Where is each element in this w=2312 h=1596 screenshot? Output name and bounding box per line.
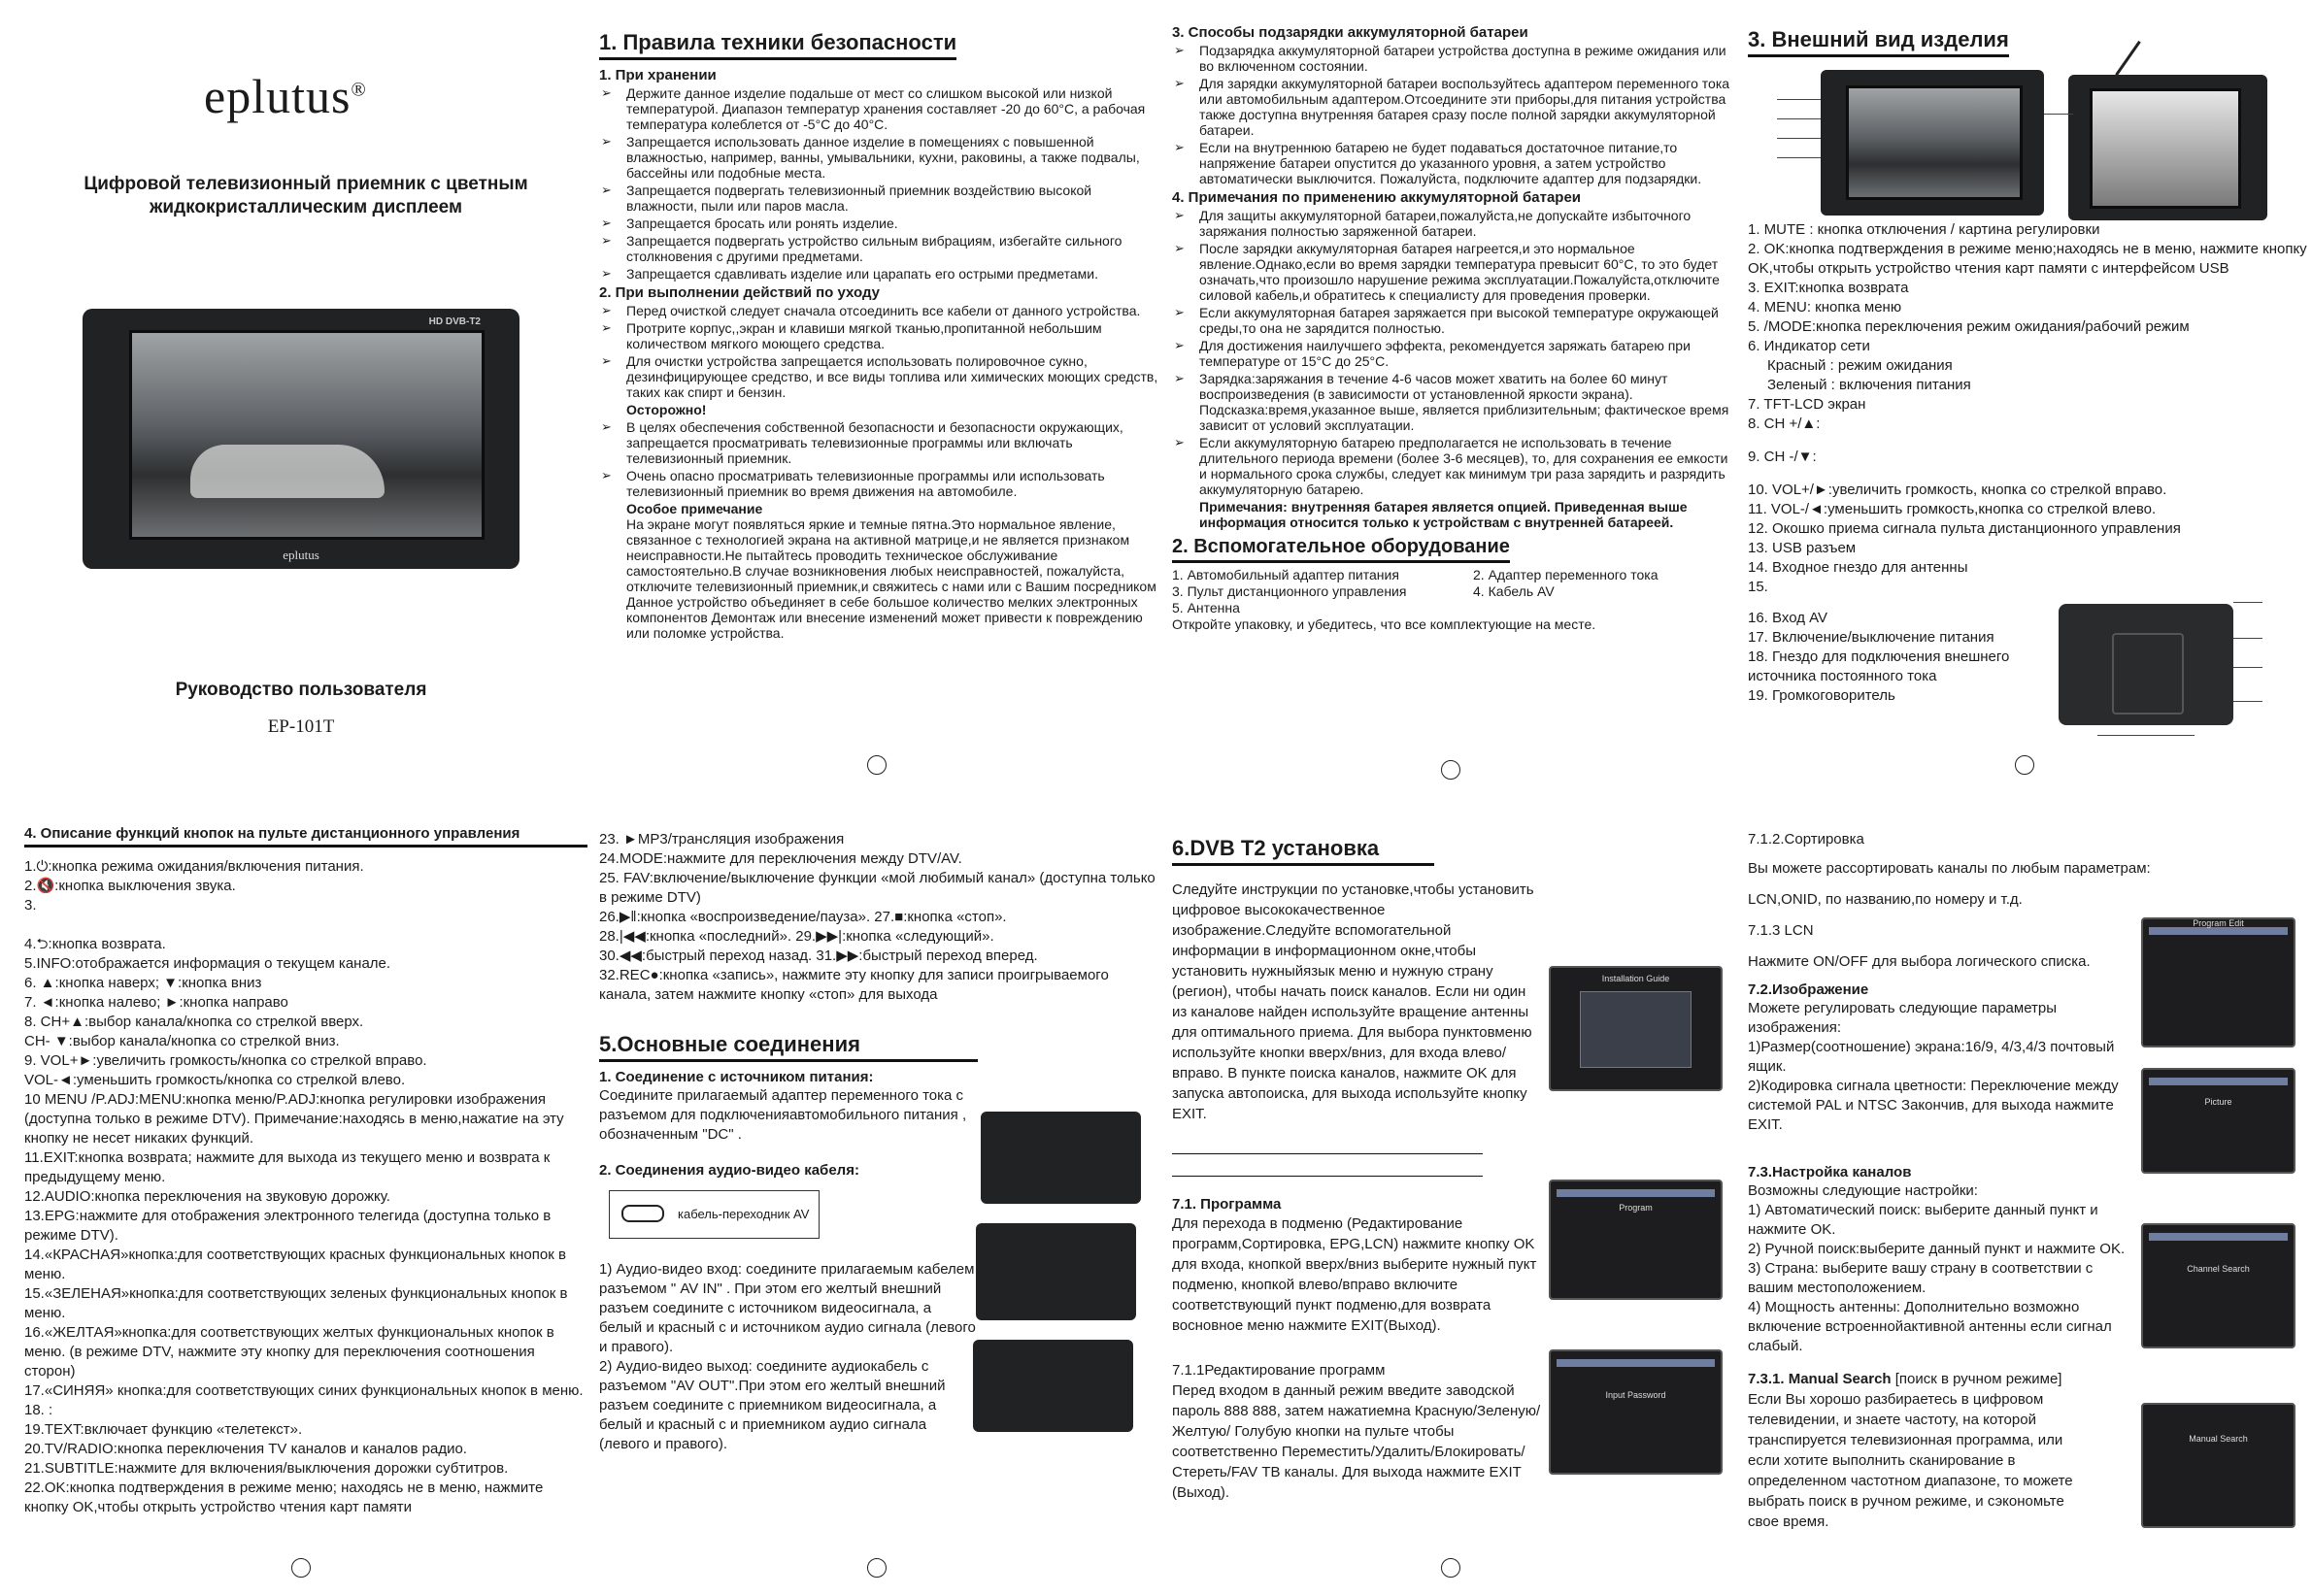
list-item: 32.REC●:кнопка «запись», нажмите эту кнопку для записи проигрываемого канала, затем нажмите кнопку «стоп» для выхода <box>599 967 1109 1003</box>
list-item: 3) Страна: выберите вашу страну в соответствии с вашим местоположением. <box>1748 1260 2094 1296</box>
list-item: ➢ Запрещается использовать данное изделие в помещениях с повышенной влажностью, например, ванны, умывальники, кухни, раковины, а также подвалы, бассейны или подобные места. <box>599 134 1162 181</box>
list-item: 6. ▲:кнопка наверх; ▼:кнопка вниз <box>24 975 262 991</box>
list-item: 8. CH+▲:выбор канала/кнопка со стрелкой вверх. <box>24 1014 364 1030</box>
list-item: 20.TV/RADIO:кнопка переключения TV каналов и каналов радио. <box>24 1441 467 1457</box>
list-item: Красный : режим ожидания <box>1767 357 1953 374</box>
remote-panel <box>24 825 587 1582</box>
page-marker <box>1441 760 1460 780</box>
list-item: ➢ Очень опасно просматривать телевизионные программы или использовать телевизионный приемник во время движения на автомобиле. <box>599 468 1162 499</box>
manual-search-screenshot: Manual Search <box>2141 1403 2295 1528</box>
battery-note-bold: Примечания: внутренняя батарея является опцией. Приведенная выше информация относится только к устройствам с внутренней батареей. <box>1199 499 1688 530</box>
page-marker <box>2015 755 2034 775</box>
installation-screenshot: Installation Guide <box>1549 966 1723 1091</box>
list-item: ➢ После зарядки аккумуляторная батарея нагреется,и это нормальное явление.Однако,если во время зарядки температура превысит 60°C, то это будет означать,что произошло нарушение режима эксплуатации.Пожалуйста,отключите силовой кабель,и обратитесь к специалисту для проведения проверки. <box>1172 241 1735 303</box>
list-item: 28.|◀◀:кнопка «последний». 29.▶▶|:кнопка «следующий». <box>599 928 994 945</box>
accessories-list <box>1172 567 1735 616</box>
program-title: 7.1. Программа <box>1172 1196 1282 1213</box>
connections-panel <box>599 830 1162 1587</box>
image-text: Можете регулировать следующие параметры изображения: <box>1748 1000 2058 1036</box>
brand-logo: eplutus® <box>204 69 367 123</box>
page-marker <box>867 755 887 775</box>
list-item: ➢ Запрещается бросать или ронять изделие. <box>599 216 1162 231</box>
list-item: ➢ Перед очисткой следует сначала отсоединить все кабели от данного устройства. <box>599 303 1162 318</box>
list-item: 8. CH +/▲: <box>1748 416 1821 432</box>
list-item: CH- ▼:выбор канала/кнопка со стрелкой вниз. <box>24 1033 340 1049</box>
device-back-image <box>2059 604 2233 725</box>
page-marker <box>291 1558 311 1578</box>
power-title: 1. Соединение с источником питания: <box>599 1069 874 1085</box>
list-item: 7. ◄:кнопка налево; ►:кнопка направо <box>24 994 288 1011</box>
battery-notes-title: 4. Примечания по применению аккумуляторной батареи <box>1172 189 1582 206</box>
list-item: ➢ В целях обеспечения собственной безопасности и безопасности окружающих, запрещается просматривать телевизионные программы или включать телевизионный приемник. <box>599 419 1162 466</box>
list-item: VOL-◄:уменьшить громкость/кнопка со стрелкой влево. <box>24 1072 406 1088</box>
list-item: 22.OK:кнопка подтверждения в режиме меню; находясь не в меню, нажмите кнопку OK,чтобы открыть устройство чтения карт памяти <box>24 1480 544 1515</box>
list-item: 5. Антенна <box>1172 600 1240 615</box>
list-item: ➢ Если на внутреннюю батарею не будет подаваться достаточное питание,то напряжение батареи опустится до указанного уровня, а затем устройство автоматически выключится. Пожалуйста, подключите адаптер для подзарядки. <box>1172 140 1735 186</box>
list-item: ➢ Для достижения наилучшего эффекта, рекомендуется заряжать батарею при температуре от 15°C до 25°C. <box>1172 338 1735 369</box>
list-item: 25. FAV:включение/выключение функции «мой любимый канал» (доступна только в режиме DTV) <box>599 870 1156 906</box>
special-note-title: Особое примечание <box>626 501 763 516</box>
list-item: 9. CH -/▼: <box>1748 449 1817 465</box>
password-screenshot: Input Password <box>1549 1349 1723 1475</box>
list-item: 16.«ЖЕЛТАЯ»кнопка:для соответствующих желтых функциональных кнопок в меню. (в режиме DTV, нажмите эту кнопку для переключения соотношения сторон) <box>24 1324 554 1380</box>
exterior-title: 3. Внешний вид изделия <box>1748 27 2009 57</box>
list-item: 2)Кодировка сигнала цветности: Переключение между системой PAL и NTSC Закончив, для выхода нажмите EXIT. <box>1748 1078 2119 1133</box>
cover-panel <box>19 19 583 796</box>
list-item: 19. Громкоговоритель <box>1748 687 1895 704</box>
list-item: ➢ Если аккумуляторную батарею предполагается не использовать в течение длительного периода времени (более 3-6 месяцев), то, для сохранения ее емкости и нормального срока службы, следует как минимум три раза зарядить и разрядить аккумуляторную батарею. <box>1172 435 1735 497</box>
charge-title: 3. Способы подзарядки аккумуляторной батареи <box>1172 24 1528 41</box>
list-item: 19.TEXT:включает функцию «телетекст». <box>24 1421 303 1438</box>
safety-title: 1. Правила техники безопасности <box>599 30 956 60</box>
dvb-title: 6.DVB T2 установка <box>1172 836 1434 866</box>
epg-screenshot: Program Edit <box>2141 917 2295 1047</box>
list-item: 2.🔇:кнопка выключения звука. <box>24 878 236 894</box>
list-item: 2. OK:кнопка подтверждения в режиме меню;находясь не в меню, нажмите кнопку OK,чтобы открыть устройство чтения карт памяти с интерфейсом USB <box>1748 241 2307 277</box>
av-title: 2. Соединения аудио-видео кабеля: <box>599 1162 859 1179</box>
caution-label: Осторожно! <box>626 402 707 417</box>
list-item: Зеленый : включения питания <box>1767 377 1971 393</box>
image-title: 7.2.Изображение <box>1748 981 1869 998</box>
list-item: 13. USB разъем <box>1748 540 1857 556</box>
list-item: 17. Включение/выключение питания <box>1748 629 1994 646</box>
list-item: 15.«ЗЕЛЕНАЯ»кнопка:для соответствующих зеленых функциональных кнопок в меню. <box>24 1285 568 1321</box>
lcn-title: 7.1.3 LCN <box>1748 922 1814 939</box>
cable-icon <box>621 1205 664 1222</box>
list-item: ➢ Держите данное изделие подальше от мест со слишком высокой или низкой температурой. Диапазон температур хранения составляет -20 до 60°C, а рабочая температура колеблется от -5°C до 40°C. <box>599 85 1162 132</box>
list-item: 13.EPG:нажмите для отображения электронного телегида (доступна только в режиме DTV). <box>24 1208 552 1244</box>
list-item: ➢ Для зарядки аккумуляторной батареи воспользуйтесь адаптером переменного тока или автомобильным адаптером.Отсоедините эти приборы,для питания устройства также доступна внутренняя батарея сразу после полной зарядки аккумуляторной батареи. <box>1172 76 1735 138</box>
device-side-image <box>973 1340 1133 1432</box>
list-item: 14.«КРАСНАЯ»кнопка:для соответствующих красных функциональных кнопок в меню. <box>24 1247 566 1282</box>
list-item: ➢ Зарядка:заряжания в течение 4-6 часов может хватить на более 60 минут воспроизведения (в зависимости от установленной яркости экрана). Подсказка:время,указанное выше, является приблизительным; фактическое время зависит от условий эксплуатации. <box>1172 371 1735 433</box>
list-item: 17.«СИНЯЯ» кнопка:для соответствующих синих функциональных кнопок в меню. <box>24 1382 584 1399</box>
list-item: 18. Гнездо для подключения внешнего источника постоянного тока <box>1748 648 2010 684</box>
list-item: ➢ Подзарядка аккумуляторной батареи устройства доступна в режиме ожидания или во включенном состоянии. <box>1172 43 1735 74</box>
list-item: 4.⮌:кнопка возврата. <box>24 936 166 952</box>
model-number: EP-101T <box>267 716 335 737</box>
connections-title: 5.Основные соединения <box>599 1032 978 1062</box>
av-out-text: 2) Аудио-видео выход: соедините аудиокабель с разъемом "AV OUT".При этом его желтый внешний разъем соедините с приемником видеосигнала, а белый и красный с и приемником аудио сигнала (левого и правого). <box>599 1358 946 1452</box>
product-title: Цифровой телевизионный приемник с цветным жидкокристаллическим дисплеем <box>84 174 528 217</box>
list-item: 14. Входное гнездо для антенны <box>1748 559 1968 576</box>
list-item: 10. VOL+/►:увеличить громкость, кнопка со стрелкой вправо. <box>1748 482 2167 498</box>
list-item: 3. Пульт дистанционного управления <box>1172 583 1407 599</box>
device-side-image <box>981 1112 1141 1204</box>
list-item: 16. Вход AV <box>1748 610 1828 626</box>
list-item: 1.⏻:кнопка режима ожидания/включения питания. <box>24 858 364 875</box>
list-item: 2) Ручной поиск:выберите данный пункт и нажмите OK. <box>1748 1241 2126 1257</box>
dvb-panel <box>1172 830 1735 1587</box>
list-item: 6. Индикатор сети <box>1748 338 1870 354</box>
list-item: 1. Автомобильный адаптер питания <box>1172 567 1399 582</box>
list-item: 4. Кабель AV <box>1473 583 1555 599</box>
device-front-image <box>1821 70 2044 216</box>
list-item: 5. /MODE:кнопка переключения режим ожидания/рабочий режим <box>1748 318 2190 335</box>
power-text: Соедините прилагаемый адаптер переменного тока с разъемом для подключенияавтомобильного питания , обозначенным "DC" . <box>599 1087 967 1143</box>
list-item: 18. : <box>24 1402 53 1418</box>
storage-title: 1. При хранении <box>599 67 717 83</box>
manual-title: 7.3.1. Manual Search [поиск в ручном режиме] <box>1748 1371 2062 1387</box>
list-item: 12. Окошко приема сигнала пульта дистанционного управления <box>1748 520 2181 537</box>
list-item: 15. <box>1748 579 1768 595</box>
exterior-panel <box>1748 21 2311 798</box>
list-item: 1)Размер(соотношение) экрана:16/9, 4/3,4/3 почтовый ящик. <box>1748 1039 2115 1075</box>
list-item: 26.▶‖:кнопка «воспроизведение/пауза». 27.■:кнопка «стоп». <box>599 909 1007 925</box>
av-cable-box <box>609 1190 820 1239</box>
list-item: 1. MUTE : кнопка отключения / картина регулировки <box>1748 221 2100 238</box>
edit-title: 7.1.1Редактирование программ <box>1172 1362 1386 1379</box>
list-item: 9. VOL+►:увеличить громкость/кнопка со стрелкой вправо. <box>24 1052 427 1069</box>
list-item: 1) Автоматический поиск: выберите данный пункт и нажмите OK. <box>1748 1202 2098 1238</box>
accessories-note: Откройте упаковку, и убедитесь, что все комплектующие на месте. <box>1172 616 1596 632</box>
list-item: 11.EXIT:кнопка возврата; нажмите для выхода из текущего меню и возврата к предыдущему меню. <box>24 1149 551 1185</box>
list-item: ➢ Запрещается подвергать устройство сильным вибрациям, избегайте сильного столкновения с другими предметами. <box>599 233 1162 264</box>
sort-text: Вы можете рассортировать каналы по любым параметрам: LCN,ONID, по названию,по номеру и т.д. <box>1748 860 2151 908</box>
list-item: ➢ Запрещается подвергать телевизионный приемник воздействию высокой влажности, пыли или паров масла. <box>599 183 1162 214</box>
manual-text: Если Вы хорошо разбираетесь в цифровом телевидении, и знаете частоту, на которой транспируется телевизионная программа, или если хотите выполнить сканирование в определенном частотном диапазоне, то можете выбрать поиск в ручном режиме, и сэкономьте свое время. <box>1748 1391 2073 1530</box>
page-marker <box>1441 1558 1460 1578</box>
list-item: 30.◀◀:быстрый переход назад. 31.▶▶:быстрый переход вперед. <box>599 948 1038 964</box>
settings-panel <box>1748 830 2311 1587</box>
program-screenshot: Program <box>1549 1180 1723 1300</box>
list-item: 3. EXIT:кнопка возврата <box>1748 280 1909 296</box>
device-antenna-image <box>2068 75 2267 220</box>
accessories-title: 2. Вспомогательное оборудование <box>1172 536 1510 563</box>
list-item: 23. ►MP3/трансляция изображения <box>599 831 845 848</box>
device-front-image <box>83 309 519 569</box>
manual-title: Руководство пользователя <box>175 680 427 700</box>
device-label: HD DVB-T2 <box>428 316 481 327</box>
device-side-image <box>976 1223 1136 1320</box>
list-item: 2. Адаптер переменного тока <box>1473 567 1659 582</box>
care-title: 2. При выполнении действий по уходу <box>599 284 880 301</box>
list-item: 3. <box>24 897 37 914</box>
remote-title: 4. Описание функций кнопок на пульте дистанционного управления <box>24 825 587 848</box>
list-item: ➢ Запрещается сдавливать изделие или царапать его острыми предметами. <box>599 266 1162 282</box>
edit-text: Перед входом в данный режим введите заводской пароль 888 888, затем нажатиемна Красную/Зеленую/Желтую/ Голубую кнопки на пульте чтобы соответственно Переместить/Удалить/Блокировать/Стереть/FAV ТВ каналы. Для выхода нажмите EXIT (Выход). <box>1172 1382 1541 1501</box>
list-item: ➢ Протрите корпус,,экран и клавиши мягкой тканью,пропитанной небольшим количеством мягкого моющего средства. <box>599 320 1162 351</box>
page-marker <box>867 1558 887 1578</box>
list-item: ➢ Для защиты аккумуляторной батареи,пожалуйста,не допускайте избыточного заряжания полностью заряженной батареи. <box>1172 208 1735 239</box>
special-note: На экране могут появляться яркие и темные пятна.Это нормальное явление, связанное с технологией экрана на активной матрице,и не является признаком неисправности.Не пытайтесь проводить техническое обслуживание самостоятельно.В случае возникновения любых неисправностей, пожалуйста, отключите телевизионный приемник,и свяжитесь с нами или с Вашим посредником Данное устройство объединяет в себе большое количество мелких электронных компонентов Демонтаж или внесение изменений может привести к повреждению или поломке устройства. <box>626 516 1156 641</box>
cable-label: кабель-переходник AV <box>678 1207 810 1221</box>
program-text: Для перехода в подменю (Редактирование программ,Сортировка, EPG,LCN) нажмите кнопку OK для входа, кнопкой вверх/вниз выберите нужный пукт подменю, кнопкой влево/вправо включите соответствующий пункт подменю,для возврата восновное меню нажмите EXIT(Выход). <box>1172 1215 1537 1334</box>
picture-screenshot: Picture <box>2141 1068 2295 1174</box>
list-item: 24.MODE:нажмите для переключения между DTV/AV. <box>599 850 962 867</box>
list-item: 10 MENU /P.ADJ:MENU:кнопка меню/P.ADJ:кнопка регулировки изображения (доступна только в режиме DTV). Примечание:находясь в меню,нажатие на эту кнопку не несет никаких функций. <box>24 1091 564 1147</box>
list-item: 12.AUDIO:кнопка переключения на звуковую дорожку. <box>24 1188 390 1205</box>
list-item: 7. TFT-LCD экран <box>1748 396 1866 413</box>
list-item: 4) Мощность антенны: Дополнительно возможно включение встроеннойактивной антенны если сигнал слабый. <box>1748 1299 2112 1354</box>
safety-panel <box>599 24 1162 801</box>
list-item: 11. VOL-/◄:уменьшить громкость,кнопка со стрелкой влево. <box>1748 501 2157 517</box>
battery-panel <box>1172 21 1735 798</box>
av-in-text: 1) Аудио-видео вход: соедините прилагаемым кабелем разъемом " AV IN" . При этом его желтый внешний разъем соедините с источником видеосигнала, а белый и красный с и источником аудио сигнала (левого и правого). <box>599 1261 976 1355</box>
list-item: ➢ Если аккумуляторная батарея заряжается при высокой температуре окружающей среды,то она не зарядится полностью. <box>1172 305 1735 336</box>
channel-screenshot: Channel Search <box>2141 1223 2295 1348</box>
list-item: 5.INFO:отображается информация о текущем канале. <box>24 955 391 972</box>
channel-title: 7.3.Настройка каналов <box>1748 1164 1912 1180</box>
dvb-intro: Следуйте инструкции по установке,чтобы установить цифровое высококачественное изображение.Следуйте вспомогательной информации в информационном окне,чтобы установить нужныйязык меню и нужную страну (регион), чтобы начать поиск каналов. Если ни один из каналове найден используйте вращение антенны для оптимального приема. Для выбора пунктовменю используйте кнопки вверх/вниз, для входа влево/вправо. В пункте поиска каналов, нажмите OK для запуска автопоиска, для выхода используйте кнопку EXIT. <box>1172 881 1534 1122</box>
list-item: 4. MENU: кнопка меню <box>1748 299 1902 316</box>
sort-title: 7.1.2.Сортировка <box>1748 831 1864 848</box>
device-brand: eplutus <box>283 548 319 562</box>
lcn-text: Нажмите ON/OFF для выбора логического списка. <box>1748 953 2091 970</box>
list-item: 21.SUBTITLE:нажмите для включения/выключения дорожки субтитров. <box>24 1460 509 1477</box>
list-item: ➢ Для очистки устройства запрещается использовать полировочное сукно, дезинфицирующее средство, и все виды топлива или химических моющих средств, таких как спирт и бензин. <box>599 353 1162 400</box>
channel-text: Возможны следующие настройки: <box>1748 1182 1978 1199</box>
